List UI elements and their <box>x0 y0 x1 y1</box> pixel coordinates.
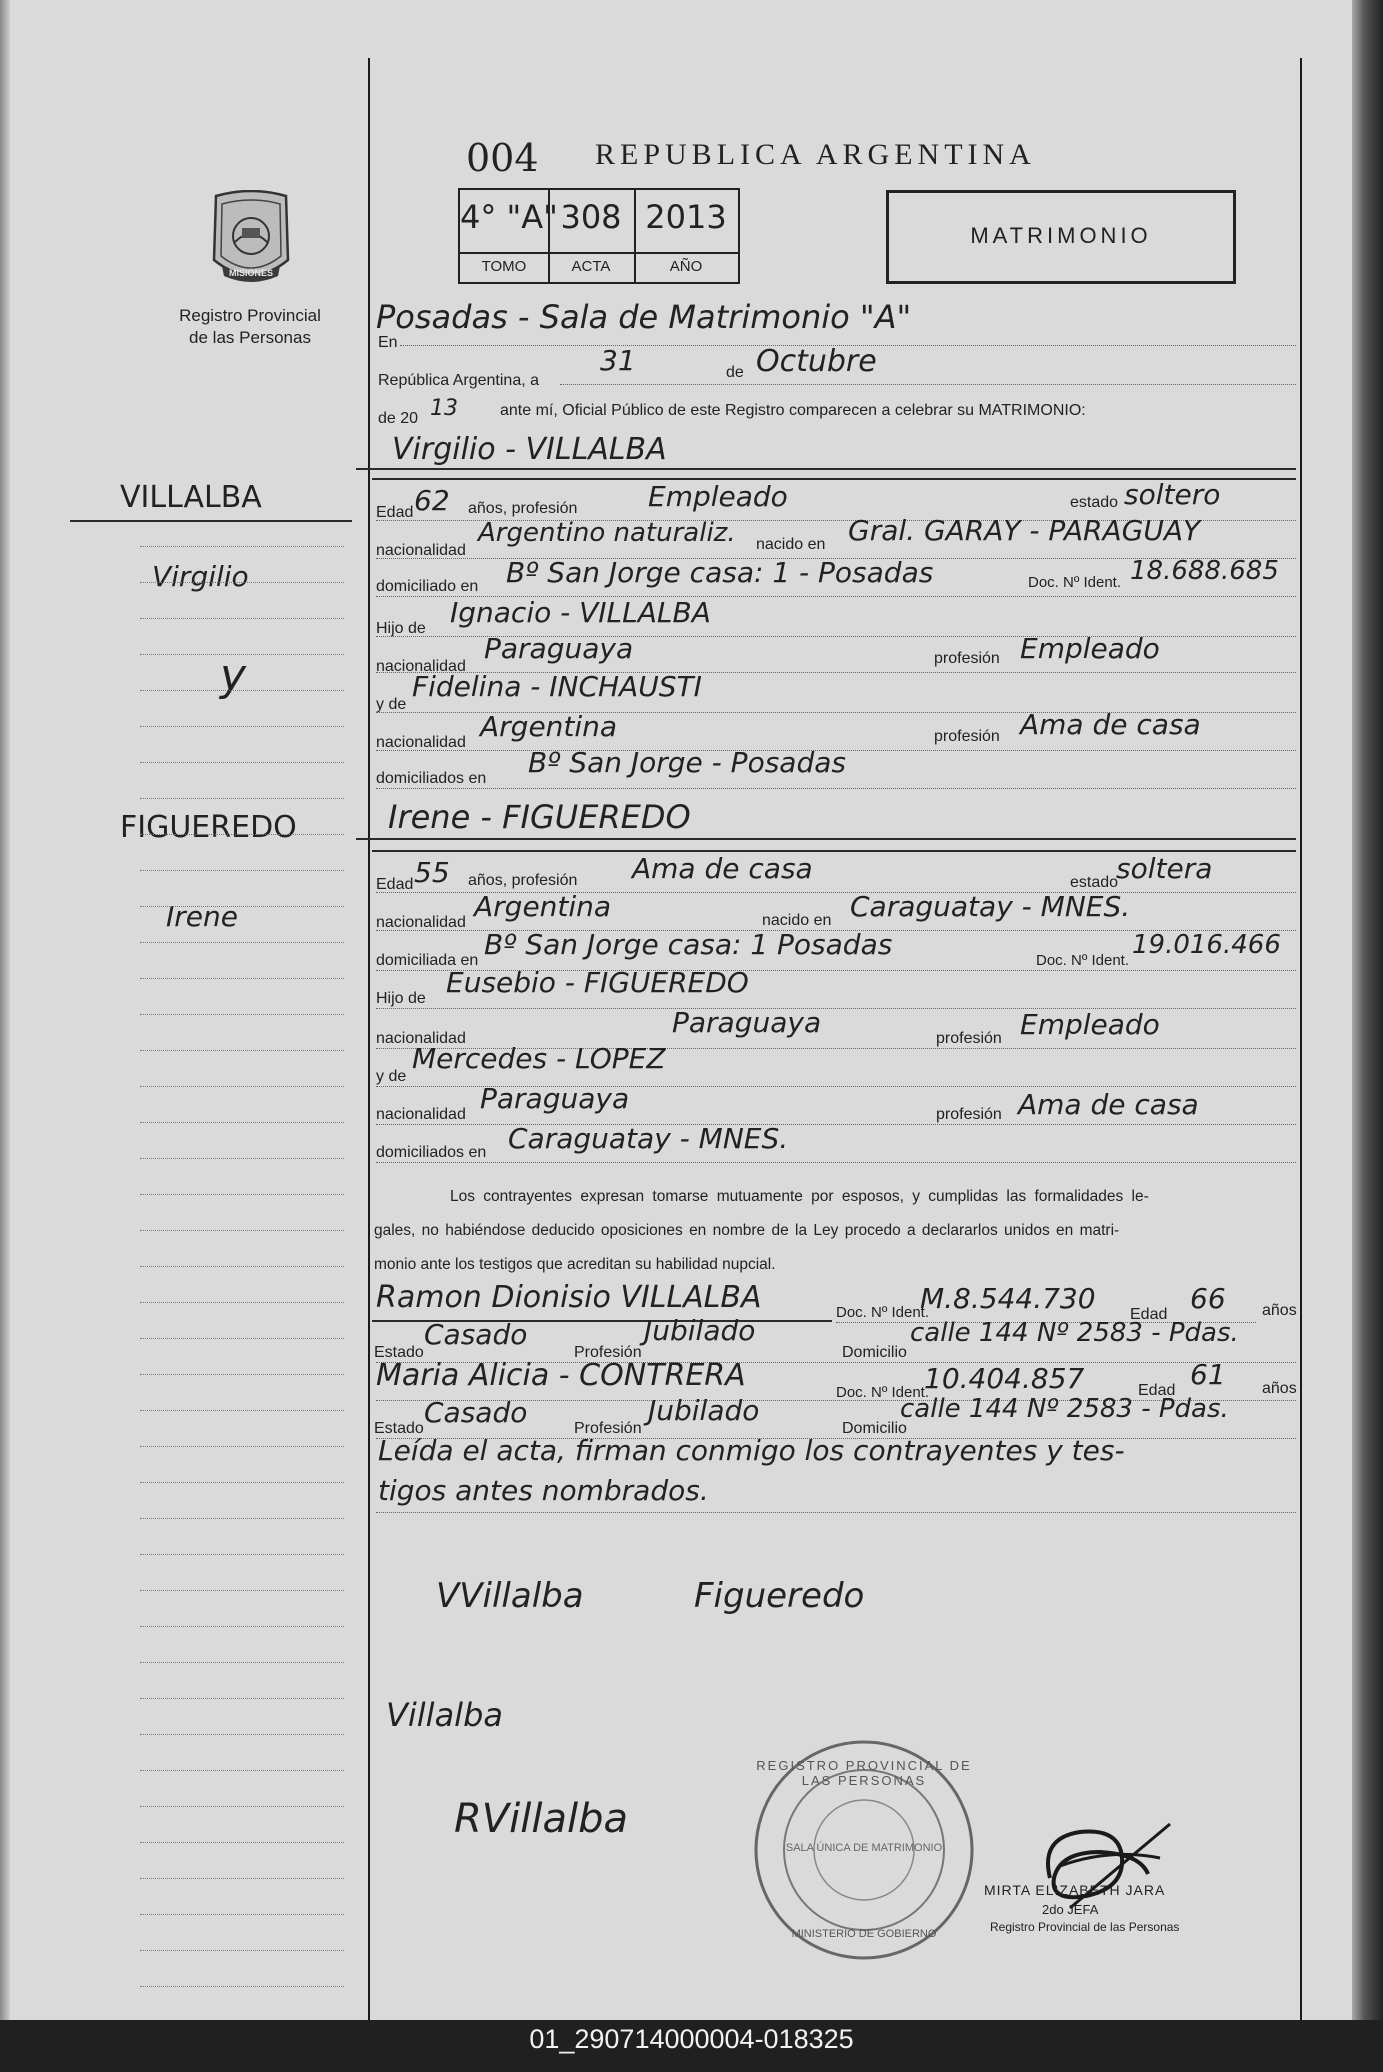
bride-profesion-label: años, profesión <box>468 872 578 889</box>
margin-rule <box>140 1338 344 1339</box>
groom-estado-label: estado <box>1070 494 1119 511</box>
bride-domicilio: Bº San Jorge casa: 1 Posadas <box>484 928 893 961</box>
document-number: 004 <box>466 136 539 180</box>
bride-edad: 55 <box>414 856 450 889</box>
margin-rule <box>140 762 344 763</box>
margin-name-groom: Virgilio <box>152 560 249 593</box>
groom-edad: 62 <box>414 484 450 517</box>
signature-witness1: RVillalba <box>454 1796 629 1842</box>
bride-estado-label: estado <box>1070 874 1119 891</box>
stamp-inner-text: SALA ÚNICA DE MATRIMONIO <box>785 1842 943 1854</box>
witness2-edad-label: Edad <box>1138 1382 1176 1399</box>
margin-rule <box>140 654 344 655</box>
witness2-estado-label: Estado <box>374 1420 424 1437</box>
bride-domicilio-label: domiciliada en <box>376 952 479 969</box>
signature-bride: Figueredo <box>694 1576 865 1616</box>
groom-domicilio: Bº San Jorge casa: 1 - Posadas <box>506 556 934 589</box>
witness1-edad: 66 <box>1190 1282 1226 1315</box>
groom-profesion: Empleado <box>648 480 788 513</box>
margin-rule <box>140 618 344 619</box>
declaration-line1: Los contrayentes expresan tomarse mutuamente por esposos, y cumplidas las formalidades le- <box>450 1188 1149 1205</box>
official-role: 2do JEFA <box>1042 1902 1099 1917</box>
bride-mother-nacionalidad: Paraguaya <box>480 1082 630 1115</box>
margin-conjunction: y <box>220 650 247 701</box>
marriage-place: Posadas - Sala de Matrimonio "A" <box>376 298 912 336</box>
groom-father-nacionalidad: Paraguaya <box>484 632 634 665</box>
bride-birthplace: Caraguatay - MNES. <box>850 890 1131 923</box>
groom-father-profesion: Empleado <box>1020 632 1160 665</box>
bride-father-prof-label: profesión <box>936 1030 1002 1047</box>
margin-rule <box>140 1626 344 1627</box>
groom-mother-nac-label: nacionalidad <box>376 734 466 751</box>
margin-rule <box>140 1662 344 1663</box>
closing-line1: Leída el acta, firman conmigo los contrayentes y tes- <box>378 1434 1125 1467</box>
registry-name-line1: Registro Provincial <box>179 306 321 325</box>
groom-nacido-label: nacido en <box>756 536 826 553</box>
margin-rule <box>140 942 344 943</box>
margin-rule <box>140 906 344 907</box>
margin-rule <box>140 1374 344 1375</box>
provincial-seal-icon <box>208 190 294 290</box>
groom-doc: 18.688.685 <box>1130 556 1279 586</box>
bride-father-nac-label: nacionalidad <box>376 1030 466 1047</box>
margin-rule <box>140 1266 344 1267</box>
groom-father-prof-label: profesión <box>934 650 1000 667</box>
signature-groom: VVillalba <box>436 1576 584 1616</box>
bride-parents-dom-label: domiciliados en <box>376 1144 487 1161</box>
bride-mother-nac-label: nacionalidad <box>376 1106 466 1123</box>
witness1-profesion: Jubilado <box>644 1314 756 1347</box>
declaration-line2: gales, no habiéndose deducido oposiciones en nombre de la Ley procedo a declararlos unidos en matri- <box>374 1222 1120 1239</box>
bride-nacionalidad: Argentina <box>474 890 612 923</box>
witness2-domicilio-label: Domicilio <box>842 1420 907 1437</box>
groom-mother: Fidelina - INCHAUSTI <box>412 670 702 703</box>
witness1-anos-label: años <box>1262 1302 1297 1319</box>
margin-rule <box>140 1950 344 1951</box>
margin-rule <box>140 1518 344 1519</box>
bride-doc: 19.016.466 <box>1132 930 1281 960</box>
right-border <box>1300 58 1302 2020</box>
bride-full-name: Irene - FIGUEREDO <box>388 798 691 836</box>
declaration-line3: monio ante los testigos que acreditan su habilidad nupcial. <box>374 1256 776 1273</box>
witness1-domicilio-label: Domicilio <box>842 1344 907 1361</box>
document-type: MATRIMONIO <box>970 223 1152 248</box>
groom-nacionalidad-label: nacionalidad <box>376 542 466 559</box>
margin-rule <box>140 1734 344 1735</box>
witness2-doc-label: Doc. Nº Ident. <box>836 1384 930 1401</box>
bride-father: Eusebio - FIGUEREDO <box>446 966 749 999</box>
year-prefix: de 20 <box>378 410 419 427</box>
groom-yde-label: y de <box>376 696 407 713</box>
groom-edad-label: Edad <box>376 504 414 521</box>
margin-rule <box>140 1158 344 1159</box>
margin-rule <box>140 1914 344 1915</box>
closing-line2: tigos antes nombrados. <box>378 1474 709 1507</box>
margin-rule <box>140 1014 344 1015</box>
margin-rule <box>140 1230 344 1231</box>
margin-rule <box>140 978 344 979</box>
witness2-estado: Casado <box>424 1396 528 1429</box>
tomo-value: 4° "A" <box>460 198 558 236</box>
groom-domicilio-label: domiciliado en <box>376 578 479 595</box>
binder-edge <box>0 0 10 2020</box>
stamp-bottom-text: MINISTERIO DE GOBIERNO <box>791 1928 937 1940</box>
margin-divider <box>368 58 370 2020</box>
margin-rule <box>140 1050 344 1051</box>
witness1-doc: M.8.544.730 <box>920 1282 1096 1315</box>
margin-rule <box>140 1590 344 1591</box>
witness1-name: Ramon Dionisio VILLALBA <box>376 1280 762 1315</box>
witness1-domicilio: calle 144 Nº 2583 - Pdas. <box>910 1318 1239 1348</box>
file-identifier: 01_290714000004-018325 <box>529 2024 854 2054</box>
groom-parents-domicilio: Bº San Jorge - Posadas <box>528 746 846 779</box>
de-label: de <box>726 364 744 381</box>
bride-yde-label: y de <box>376 1068 407 1085</box>
witness1-estado-label: Estado <box>374 1344 424 1361</box>
witness2-domicilio: calle 144 Nº 2583 - Pdas. <box>900 1394 1229 1424</box>
witness2-profesion: Jubilado <box>648 1394 760 1427</box>
bride-mother-profesion: Ama de casa <box>1018 1088 1199 1121</box>
intro-statement: ante mí, Oficial Público de este Registro comparecen a celebrar su MATRIMONIO: <box>500 402 1086 419</box>
witness2-anos-label: años <box>1262 1380 1297 1397</box>
bride-nacionalidad-label: nacionalidad <box>376 914 466 931</box>
republica-label: República Argentina, a <box>378 372 539 389</box>
groom-birthplace: Gral. GARAY - PARAGUAY <box>848 514 1201 547</box>
margin-rule <box>140 1986 344 1987</box>
official-office: Registro Provincial de las Personas <box>990 1920 1180 1934</box>
official-name: MIRTA ELIZABETH JARA <box>984 1882 1166 1898</box>
witness2-doc: 10.404.857 <box>924 1362 1085 1395</box>
margin-rule <box>140 1446 344 1447</box>
bride-nacido-label: nacido en <box>762 912 832 929</box>
margin-rule <box>140 690 344 691</box>
margin-underline <box>70 520 352 522</box>
bride-parents-domicilio: Caraguatay - MNES. <box>508 1122 789 1155</box>
bride-estado: soltera <box>1116 852 1213 885</box>
document-type-box <box>886 190 1236 284</box>
ano-label: AÑO <box>669 258 703 275</box>
margin-rule <box>140 582 344 583</box>
country-title: REPUBLICA ARGENTINA <box>595 138 1036 171</box>
witness2-profesion-label: Profesión <box>574 1420 642 1437</box>
groom-doc-label: Doc. Nº Ident. <box>1028 574 1122 591</box>
groom-full-name: Virgilio - VILLALBA <box>392 432 667 467</box>
margin-rule <box>140 1302 344 1303</box>
margin-rule <box>140 1842 344 1843</box>
margin-rule <box>140 1698 344 1699</box>
margin-rule <box>140 798 344 799</box>
groom-parents-dom-label: domiciliados en <box>376 770 487 787</box>
marriage-year-suffix: 13 <box>430 396 458 421</box>
acta-value: 308 <box>560 198 622 236</box>
bride-mother: Mercedes - LOPEZ <box>412 1042 666 1075</box>
witness2-name: Maria Alicia - CONTRERA <box>376 1358 746 1393</box>
signature-witness2: Villalba <box>386 1696 503 1734</box>
margin-rule <box>140 546 344 547</box>
groom-profesion-label: años, profesión <box>468 500 578 517</box>
ano-value: 2013 <box>645 198 727 236</box>
bride-hijo-label: Hijo de <box>376 990 426 1007</box>
margin-rule <box>140 1194 344 1195</box>
margin-rule <box>140 1806 344 1807</box>
tomo-label: TOMO <box>481 258 527 275</box>
margin-rule <box>140 726 344 727</box>
stamp-outer-text: REGISTRO PROVINCIAL DE LAS PERSONAS <box>756 1758 972 1788</box>
margin-name-bride: Irene <box>166 900 238 933</box>
margin-rule <box>140 1878 344 1879</box>
registry-name-line2: de las Personas <box>189 328 311 347</box>
margin-rule <box>140 834 344 835</box>
groom-father: Ignacio - VILLALBA <box>450 596 711 629</box>
margin-rule <box>140 870 344 871</box>
bride-father-nacionalidad: Paraguaya <box>672 1006 822 1039</box>
margin-rule <box>140 1410 344 1411</box>
margin-surname-groom: VILLALBA <box>120 480 262 515</box>
bride-father-profesion: Empleado <box>1020 1008 1160 1041</box>
groom-estado: soltero <box>1124 478 1221 511</box>
official-stamp <box>752 1738 976 1962</box>
witness1-estado: Casado <box>424 1318 528 1351</box>
witness1-doc-label: Doc. Nº Ident. <box>836 1304 930 1321</box>
groom-nacionalidad: Argentino naturaliz. <box>478 518 736 548</box>
groom-mother-profesion: Ama de casa <box>1020 708 1201 741</box>
margin-surname-bride: FIGUEREDO <box>120 810 297 845</box>
witness1-edad-label: Edad <box>1130 1306 1168 1323</box>
bride-mother-prof-label: profesión <box>936 1106 1002 1123</box>
acta-label: ACTA <box>571 258 611 275</box>
en-label: En <box>378 334 398 351</box>
bride-doc-label: Doc. Nº Ident. <box>1036 952 1130 969</box>
witness2-edad: 61 <box>1190 1358 1226 1391</box>
witness1-profesion-label: Profesión <box>574 1344 642 1361</box>
record-box <box>458 188 740 284</box>
groom-mother-prof-label: profesión <box>934 728 1000 745</box>
bride-profesion: Ama de casa <box>632 852 813 885</box>
margin-rule <box>140 1086 344 1087</box>
groom-mother-nacionalidad: Argentina <box>480 710 618 743</box>
seal-label: MISIONES <box>228 268 273 278</box>
groom-father-nac-label: nacionalidad <box>376 658 466 675</box>
marriage-day: 31 <box>600 344 636 377</box>
margin-rule <box>140 1554 344 1555</box>
groom-hijo-label: Hijo de <box>376 620 426 637</box>
bride-edad-label: Edad <box>376 876 414 893</box>
marriage-month: Octubre <box>756 344 877 379</box>
page-edge-shadow <box>1352 0 1383 2020</box>
margin-rule <box>140 1770 344 1771</box>
margin-rule <box>140 1122 344 1123</box>
margin-rule <box>140 1482 344 1483</box>
